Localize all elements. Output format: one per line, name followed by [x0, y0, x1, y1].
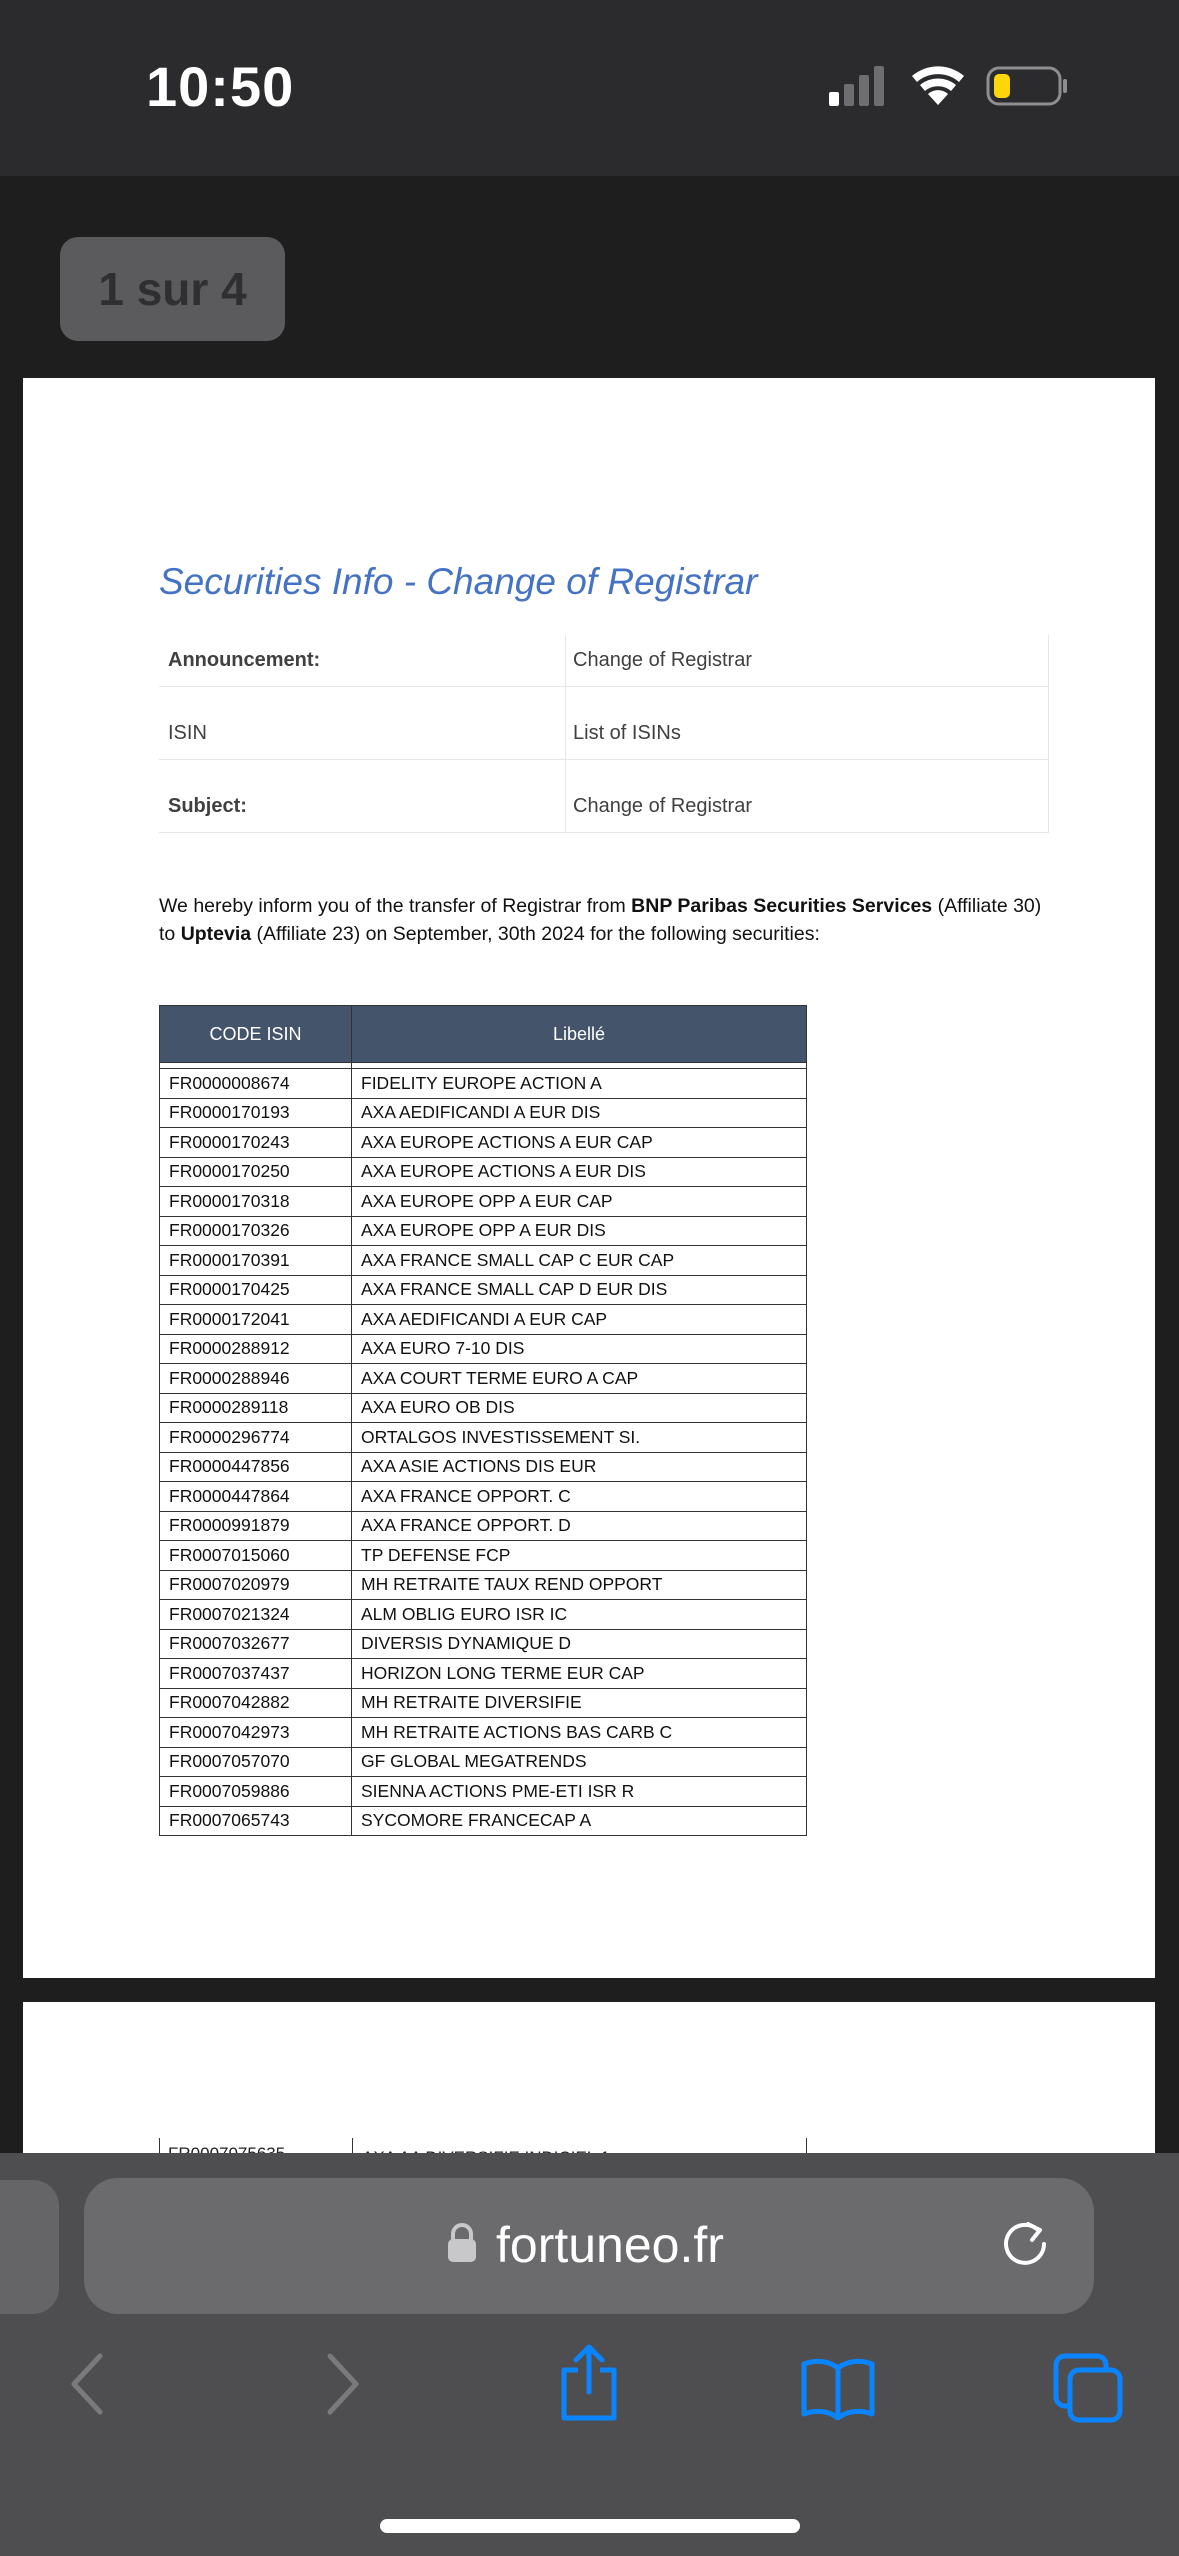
isin-code: FR0007057070 — [160, 1747, 352, 1777]
info-label: Subject: — [168, 795, 247, 817]
intro-text: (Affiliate 23) on September, 30th 2024 for the following securities: — [251, 923, 820, 945]
table-row — [160, 1157, 807, 1187]
table-row — [160, 1364, 807, 1394]
isin-label: TP DEFENSE FCP — [352, 1541, 807, 1571]
isin-label: MH RETRAITE TAUX REND OPPORT — [352, 1570, 807, 1600]
table-row — [160, 1187, 807, 1217]
battery-low-icon — [988, 68, 1067, 104]
isin-label: AXA FRANCE SMALL CAP C EUR CAP — [352, 1246, 807, 1276]
previous-tab-pill[interactable] — [0, 2180, 59, 2314]
table-row — [160, 1275, 807, 1305]
isin-label: AXA ASIE ACTIONS DIS EUR — [352, 1452, 807, 1482]
isin-code: FR0007037437 — [160, 1659, 352, 1689]
reload-icon[interactable] — [998, 2216, 1054, 2272]
status-icons — [829, 62, 1079, 112]
table-row — [160, 1452, 807, 1482]
table-row — [160, 1541, 807, 1571]
isin-code: FR0000170318 — [160, 1187, 352, 1217]
table-row — [160, 1128, 807, 1158]
isin-code: FR0000447856 — [160, 1452, 352, 1482]
table-row — [160, 1069, 807, 1099]
isin-label: DIVERSIS DYNAMIQUE D — [352, 1629, 807, 1659]
header-code-isin: CODE ISIN — [160, 1006, 352, 1063]
page-counter: 1 sur 4 — [60, 237, 285, 341]
isin-label: AXA FRANCE OPPORT. D — [352, 1511, 807, 1541]
isin-code: FR0007042973 — [160, 1718, 352, 1748]
document-title: Securities Info - Change of Registrar — [159, 561, 758, 602]
isin-label: ALM OBLIG EURO ISR IC — [352, 1600, 807, 1630]
isin-code: FR0007042882 — [160, 1688, 352, 1718]
header-libelle: Libellé — [352, 1006, 807, 1063]
url-text[interactable]: fortuneo.fr — [496, 2217, 724, 2273]
table-row — [160, 1393, 807, 1423]
table-row — [160, 1216, 807, 1246]
intro-text: We hereby inform you of the transfer of Registrar from — [159, 895, 632, 917]
info-row — [159, 781, 1049, 833]
registrar-from: BNP Paribas Securities Services — [631, 895, 933, 917]
info-value: Change of Registrar — [573, 795, 752, 817]
isin-label: ORTALGOS INVESTISSEMENT SI. — [352, 1423, 807, 1453]
wifi-icon — [912, 66, 964, 105]
isin-label: AXA FRANCE OPPORT. C — [352, 1482, 807, 1512]
table-row — [160, 1806, 807, 1836]
table-row — [160, 1334, 807, 1364]
isin-label: AXA EUROPE OPP A EUR DIS — [352, 1216, 807, 1246]
table-row — [160, 1570, 807, 1600]
isin-code: FR0000170391 — [160, 1246, 352, 1276]
isin-label: HORIZON LONG TERME EUR CAP — [352, 1659, 807, 1689]
table-row — [160, 1482, 807, 1512]
isin-code: FR0000289118 — [160, 1393, 352, 1423]
isin-label: AXA EUROPE OPP A EUR CAP — [352, 1187, 807, 1217]
table-row — [160, 1600, 807, 1630]
share-icon[interactable] — [556, 2344, 622, 2424]
info-value: Change of Registrar — [573, 649, 752, 671]
table-header-row — [160, 1006, 807, 1063]
isin-label: AXA EUROPE ACTIONS A EUR DIS — [352, 1157, 807, 1187]
status-bar — [0, 0, 1179, 176]
table-row — [160, 1718, 807, 1748]
cellular-signal-icon — [829, 66, 884, 106]
isin-code: FR0007032677 — [160, 1629, 352, 1659]
isin-code: FR0000170425 — [160, 1275, 352, 1305]
table-row — [160, 1511, 807, 1541]
isin-label: AXA AEDIFICANDI A EUR DIS — [352, 1098, 807, 1128]
table-row — [160, 1305, 807, 1335]
isin-table — [159, 1005, 807, 1836]
intro-text: to — [159, 923, 181, 945]
isin-code: FR0000170250 — [160, 1157, 352, 1187]
info-row — [159, 708, 1049, 760]
isin-code: FR0007021324 — [160, 1600, 352, 1630]
isin-code: FR0007020979 — [160, 1570, 352, 1600]
isin-label: AXA EURO 7-10 DIS — [352, 1334, 807, 1364]
isin-label: MH RETRAITE ACTIONS BAS CARB C — [352, 1718, 807, 1748]
table-row — [160, 1659, 807, 1689]
isin-code: FR0000288912 — [160, 1334, 352, 1364]
table-row — [160, 1777, 807, 1807]
isin-code: FR0000991879 — [160, 1511, 352, 1541]
intro-paragraph — [159, 892, 1059, 948]
table-row — [160, 1098, 807, 1128]
table-row — [160, 1747, 807, 1777]
back-icon[interactable] — [66, 2350, 110, 2418]
info-label: ISIN — [168, 722, 207, 744]
forward-icon[interactable] — [320, 2350, 364, 2418]
isin-label: FIDELITY EUROPE ACTION A — [352, 1069, 807, 1099]
isin-label: MH RETRAITE DIVERSIFIE — [352, 1688, 807, 1718]
isin-code: FR0000172041 — [160, 1305, 352, 1335]
isin-code: FR0000170193 — [160, 1098, 352, 1128]
status-time: 10:50 — [146, 55, 295, 118]
isin-code: FR0000008674 — [160, 1069, 352, 1099]
intro-text: (Affiliate 30) — [932, 895, 1042, 917]
table-row — [160, 1688, 807, 1718]
info-label: Announcement: — [168, 649, 321, 671]
document-page — [23, 378, 1155, 1978]
isin-code: FR0000296774 — [160, 1423, 352, 1453]
isin-code: FR0007065743 — [160, 1806, 352, 1836]
tabs-icon[interactable] — [1052, 2352, 1124, 2424]
isin-label: AXA AEDIFICANDI A EUR CAP — [352, 1305, 807, 1335]
isin-label: AXA FRANCE SMALL CAP D EUR DIS — [352, 1275, 807, 1305]
home-indicator[interactable] — [380, 2519, 800, 2533]
isin-label: SIENNA ACTIONS PME-ETI ISR R — [352, 1777, 807, 1807]
isin-label: SYCOMORE FRANCECAP A — [352, 1806, 807, 1836]
info-table — [159, 635, 1049, 833]
isin-code: FR0000170243 — [160, 1128, 352, 1158]
table-row — [160, 1423, 807, 1453]
lock-icon — [446, 2222, 478, 2264]
registrar-to: Uptevia — [180, 923, 252, 945]
isin-code: FR0007059886 — [160, 1777, 352, 1807]
table-row — [160, 1629, 807, 1659]
bookmarks-icon[interactable] — [800, 2356, 876, 2420]
info-value: List of ISINs — [573, 722, 681, 744]
isin-label: AXA COURT TERME EURO A CAP — [352, 1364, 807, 1394]
isin-code: FR0000288946 — [160, 1364, 352, 1394]
isin-code: FR0000447864 — [160, 1482, 352, 1512]
info-row — [159, 635, 1049, 687]
table-row — [160, 1246, 807, 1276]
isin-code: FR0000170326 — [160, 1216, 352, 1246]
isin-label: AXA EURO OB DIS — [352, 1393, 807, 1423]
isin-code: FR0007015060 — [160, 1541, 352, 1571]
isin-label: GF GLOBAL MEGATRENDS — [352, 1747, 807, 1777]
isin-label: AXA EUROPE ACTIONS A EUR CAP — [352, 1128, 807, 1158]
